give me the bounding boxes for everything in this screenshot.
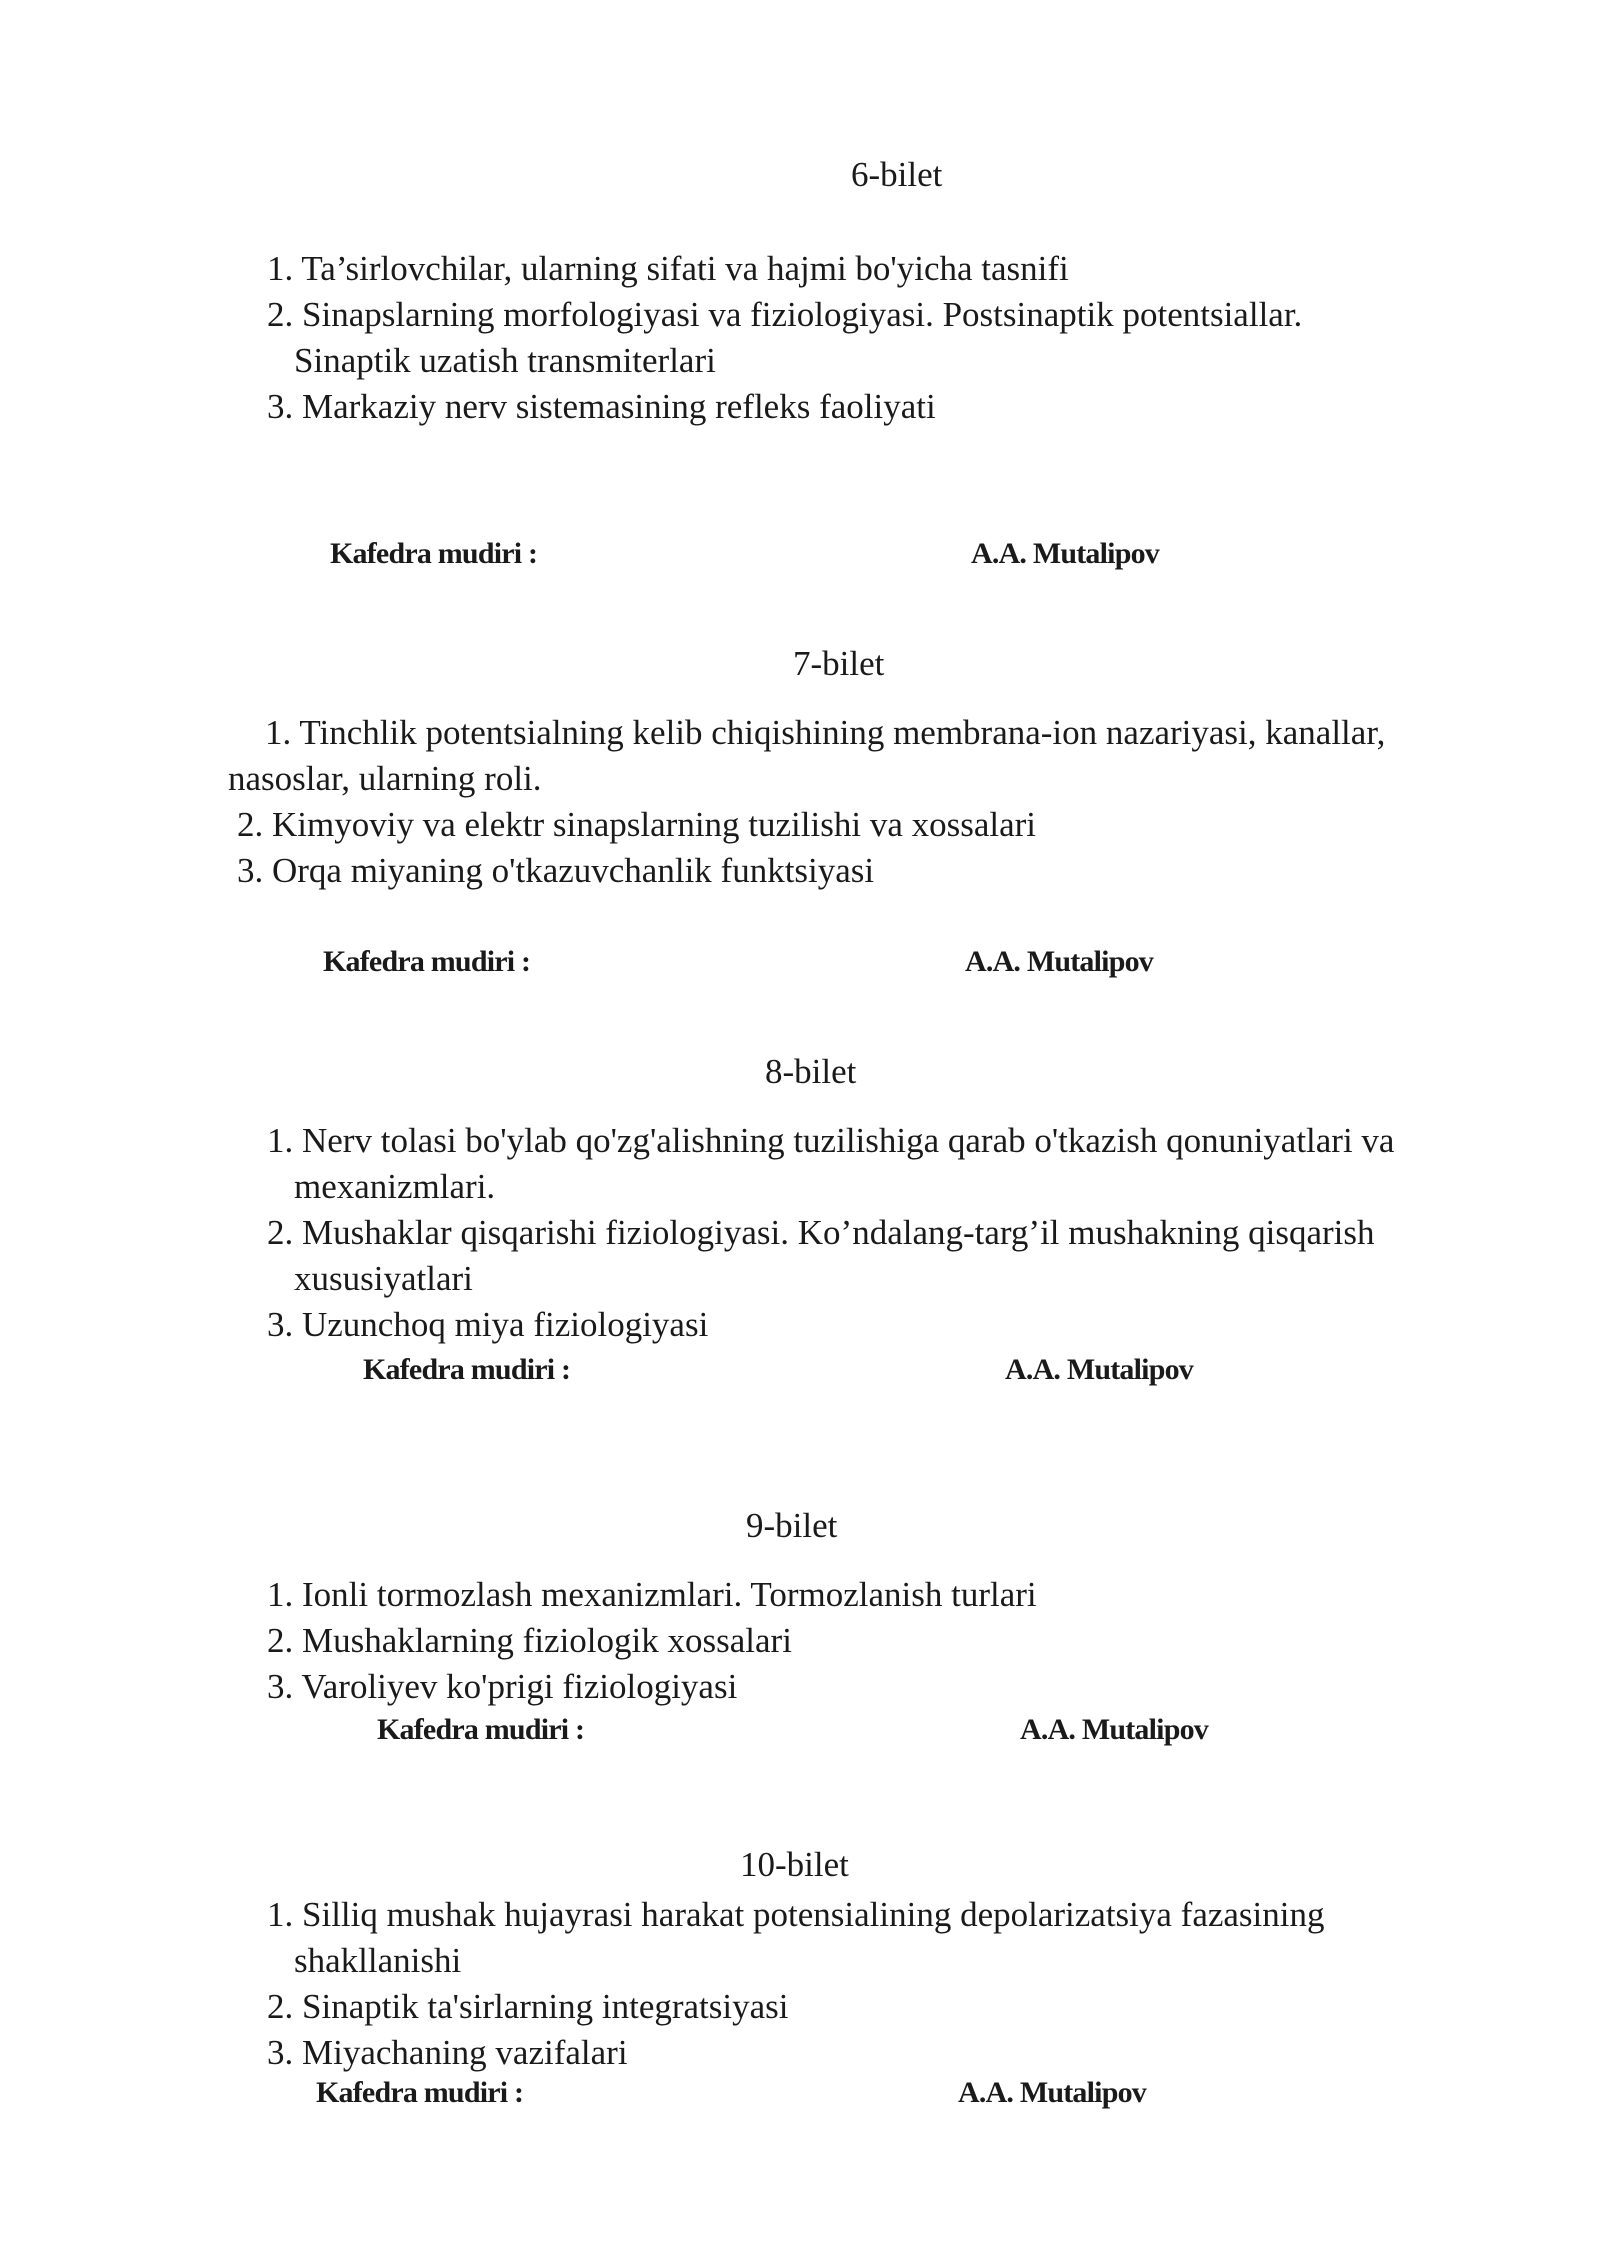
question-line: 2. Mushaklarning fiziologik xossalari [267, 1621, 792, 1660]
question-line: 1. Ionli tormozlash mexanizmlari. Tormozlanish turlari [267, 1575, 1037, 1614]
signature-label: Kafedra mudiri : [330, 537, 538, 570]
ticket-title: 9-bilet [746, 1506, 838, 1545]
question-line: 1. Ta’sirlovchilar, ularning sifati va hajmi bo'yicha tasnifi [267, 249, 1069, 288]
question-line: 3. Orqa miyaning o'tkazuvchanlik funktsiyasi [237, 851, 875, 890]
question-line: mexanizmlari. [294, 1167, 496, 1206]
question-line: 1. Tinchlik potentsialning kelib chiqishining membrana-ion nazariyasi, kanallar, [265, 713, 1386, 752]
question-line: xususiyatlari [294, 1259, 473, 1298]
signature-name: A.A. Mutalipov [1005, 1353, 1193, 1386]
question-line: 2. Mushaklar qisqarishi fiziologiyasi. Ko’ndalang-targ’il mushakning qisqarish [267, 1213, 1375, 1252]
question-line: 3. Uzunchoq miya fiziologiyasi [267, 1305, 709, 1344]
signature-name: A.A. Mutalipov [971, 537, 1159, 570]
signature-label: Kafedra mudiri : [323, 945, 531, 978]
question-line: 2. Sinapslarning morfologiyasi va fiziologiyasi. Postsinaptik potentsiallar. [267, 295, 1303, 334]
ticket-title: 8-bilet [765, 1052, 857, 1091]
question-line: 2. Sinaptik ta'sirlarning integratsiyasi [267, 1987, 789, 2026]
signature-name: A.A. Mutalipov [1020, 1713, 1208, 1746]
signature-label: Kafedra mudiri : [363, 1353, 571, 1386]
signature-name: A.A. Mutalipov [965, 945, 1153, 978]
signature-name: A.A. Mutalipov [958, 2076, 1146, 2109]
question-line: Sinaptik uzatish transmiterlari [294, 341, 716, 380]
ticket-title: 7-bilet [793, 644, 885, 683]
signature-label: Kafedra mudiri : [377, 1713, 585, 1746]
signature-label: Kafedra mudiri : [316, 2076, 524, 2109]
question-line: shakllanishi [294, 1941, 462, 1980]
question-line: 3. Varoliyev ko'prigi fiziologiyasi [267, 1667, 738, 1706]
question-line: 1. Nerv tolasi bo'ylab qo'zg'alishning tuzilishiga qarab o'tkazish qonuniyatlari va [267, 1121, 1395, 1160]
question-line: nasoslar, ularning roli. [228, 759, 542, 798]
question-line: 3. Markaziy nerv sistemasining refleks faoliyati [267, 387, 936, 426]
question-line: 3. Miyachaning vazifalari [267, 2033, 628, 2072]
question-line: 2. Kimyoviy va elektr sinapslarning tuzilishi va xossalari [237, 805, 1037, 844]
ticket-title: 6-bilet [851, 155, 943, 194]
ticket-title: 10-bilet [740, 1845, 849, 1884]
question-line: 1. Silliq mushak hujayrasi harakat potensialining depolarizatsiya fazasining [267, 1895, 1325, 1934]
